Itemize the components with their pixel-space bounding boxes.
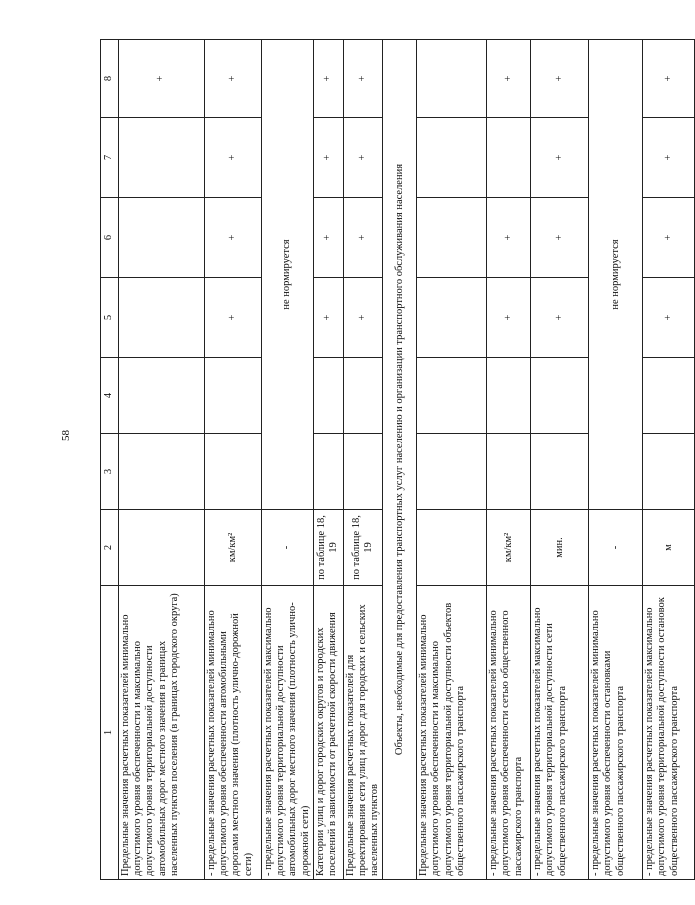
mark-cell: [417, 278, 487, 358]
mark-cell: +: [643, 278, 695, 358]
table-row: [313, 40, 343, 880]
unit-cell: мин.: [531, 510, 589, 586]
mark-cell: +: [313, 198, 343, 278]
indicator-description: Предельные значения расчетных показателей минимально допустимого уровня обеспеченности и максимально допустимого уровня территориальной доступности автомобильных дорог местного значения в границах населенных пунктов поселения (в границах городского округа): [119, 586, 205, 880]
mark-cell: +: [643, 40, 695, 118]
mark-cell: [313, 358, 343, 434]
indicator-description: - предельные значения расчетных показателей минимально допустимого уровня обеспеченности автомобильными дорогами местного значения (плотность улично-дорожной сети): [205, 586, 262, 880]
indicator-description: - предельные значения расчетных показателей максимально допустимого уровня территориальной доступности автомобильных дорог местного значения (плотность улично-дорожной сети): [262, 586, 314, 880]
table-row: [487, 40, 531, 880]
indicator-description: Категории улиц и дорог городских округов и городских поселений в зависимости от расчетной скорости движения: [313, 586, 343, 880]
mark-cell: +: [531, 278, 589, 358]
mark-cell: [119, 118, 205, 198]
header-cell: 8: [101, 40, 119, 118]
table-row: [383, 40, 417, 880]
mark-cell: [531, 434, 589, 510]
mark-cell: [643, 434, 695, 510]
mark-cell: [417, 198, 487, 278]
mark-cell: +: [313, 40, 343, 118]
mark-cell: [417, 118, 487, 198]
header-cell: 5: [101, 278, 119, 358]
mark-cell: [119, 278, 205, 358]
requirements-table: [100, 39, 695, 880]
header-cell: 7: [101, 118, 119, 198]
mark-cell: +: [205, 40, 262, 118]
mark-cell: [531, 358, 589, 434]
table-row: [417, 40, 487, 880]
unit-cell: км/км²: [487, 510, 531, 586]
unit-cell: -: [262, 510, 314, 586]
unit-cell: м: [643, 510, 695, 586]
mark-cell: +: [205, 118, 262, 198]
mark-cell: [417, 434, 487, 510]
mark-cell: +: [343, 40, 383, 118]
not-normed-cell: не нормируется: [262, 40, 314, 510]
table-row: [531, 40, 589, 880]
mark-cell: +: [487, 198, 531, 278]
table-row: [205, 40, 262, 880]
unit-cell: [119, 510, 205, 586]
table-row: [119, 40, 205, 880]
unit-cell: по таблице 18, 19: [343, 510, 383, 586]
mark-cell: +: [531, 198, 589, 278]
table-row: [262, 40, 314, 880]
indicator-description: - предельные значения расчетных показателей минимально допустимого уровня обеспеченности сетью общественного пассажирского транспорта: [487, 586, 531, 880]
not-normed-cell: не нормируется: [589, 40, 643, 510]
indicator-description: - предельные значения расчетных показателей максимально допустимого уровня территориальной доступности сети общественного пассажирского транспорта: [531, 586, 589, 880]
mark-cell: +: [531, 40, 589, 118]
mark-cell: [487, 118, 531, 198]
mark-cell: [119, 198, 205, 278]
mark-cell: [487, 434, 531, 510]
indicator-description: - предельные значения расчетных показателей минимально допустимого уровня обеспеченности остановками общественного пассажирского транспорта: [589, 586, 643, 880]
mark-cell: [205, 434, 262, 510]
section-heading: Объекты, необходимые для предоставления транспортных услуг населению и организации транспортного обслуживания населения: [383, 40, 417, 880]
mark-cell: [417, 40, 487, 118]
mark-cell: [205, 358, 262, 434]
mark-cell: +: [205, 278, 262, 358]
mark-cell: +: [487, 40, 531, 118]
mark-cell: [119, 358, 205, 434]
header-cell: 4: [101, 358, 119, 434]
header-cell: 2: [101, 510, 119, 586]
table-row: [343, 40, 383, 880]
mark-cell: [343, 434, 383, 510]
header-row: [101, 40, 119, 880]
mark-cell: +: [313, 278, 343, 358]
indicator-description: - предельные значения расчетных показателей максимально допустимого уровня территориальной доступности остановок общественного пассажирского транспорта: [643, 586, 695, 880]
mark-cell: [343, 358, 383, 434]
mark-cell: +: [313, 118, 343, 198]
mark-cell: +: [643, 118, 695, 198]
unit-cell: [417, 510, 487, 586]
unit-cell: по таблице 18, 19: [313, 510, 343, 586]
indicator-description: Предельные значения расчетных показателей минимально допустимого уровня обеспеченности и максимально допустимого уровня территориальной доступности объектов общественного пассажирского транспорта: [417, 586, 487, 880]
mark-cell: +: [343, 118, 383, 198]
indicator-description: Предельные значения расчетных показателей для проектирования сети улиц и дорог для городских и сельских населенных пунктов: [343, 586, 383, 880]
unit-cell: км/км²: [205, 510, 262, 586]
table-row: [643, 40, 695, 880]
mark-cell: [417, 358, 487, 434]
mark-cell: [313, 434, 343, 510]
mark-cell: [119, 434, 205, 510]
mark-cell: +: [343, 198, 383, 278]
mark-cell: [643, 358, 695, 434]
mark-cell: +: [531, 118, 589, 198]
mark-cell: +: [205, 198, 262, 278]
header-cell: 3: [101, 434, 119, 510]
page-number: 58: [60, 430, 72, 441]
header-cell: 6: [101, 198, 119, 278]
mark-cell: +: [119, 40, 205, 118]
mark-cell: +: [643, 198, 695, 278]
rotated-page: [100, 40, 680, 880]
table-row: [589, 40, 643, 880]
header-cell: 1: [101, 586, 119, 880]
mark-cell: +: [343, 278, 383, 358]
mark-cell: [487, 358, 531, 434]
mark-cell: +: [487, 278, 531, 358]
unit-cell: -: [589, 510, 643, 586]
